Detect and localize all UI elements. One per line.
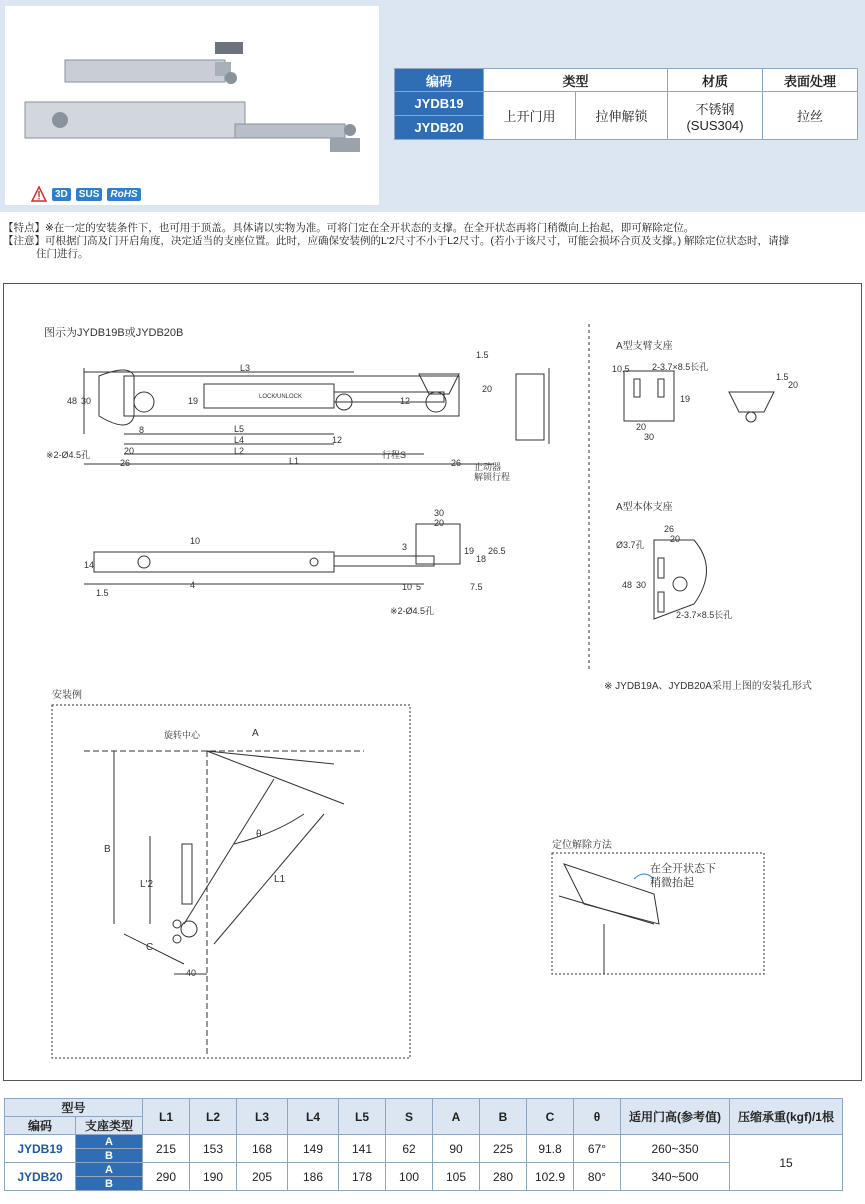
spec-finish: 拉丝 (763, 92, 858, 140)
dim-row2-seat-a: A (76, 1163, 143, 1177)
dim-row1-l4: 149 (288, 1135, 339, 1163)
dim-row2-l3: 205 (237, 1163, 288, 1191)
dim-19: 19 (188, 396, 199, 406)
ex-l1: L1 (274, 874, 286, 885)
dim-20: 20 (124, 446, 135, 456)
dim-h-l2: L2 (190, 1099, 237, 1135)
a-body-title: A型本体支座 (616, 502, 673, 513)
side-dim-18: 18 (476, 554, 487, 564)
dim-row1-l3: 168 (237, 1135, 288, 1163)
dim-26: 26 (120, 458, 131, 468)
dimension-table (4, 1098, 843, 1191)
spec-code-2: JYDB20 (395, 116, 484, 140)
drawing-frame (3, 283, 862, 1081)
gas-strut-photo (5, 6, 379, 205)
dim-row1-s: 62 (386, 1135, 433, 1163)
side-dim-265: 26.5 (488, 546, 506, 556)
spec-type-1: 上开门用 (484, 92, 576, 140)
dim-row2-theta: 80° (574, 1163, 621, 1191)
side-dim-14: 14 (84, 560, 95, 570)
dim-h-l4: L4 (288, 1099, 339, 1135)
a-arm-title: A型支臂支座 (616, 341, 673, 352)
dim-l5: L5 (234, 424, 245, 434)
a-arm-15: 1.5 (776, 372, 789, 382)
warning-triangle-icon (31, 186, 47, 202)
product-photo (5, 6, 379, 205)
dim-row2-l5: 178 (339, 1163, 386, 1191)
a-body-slot: 2-3.7×8.5长孔 (676, 610, 733, 620)
install-title: 安装例 (52, 690, 82, 701)
dim-row1-l1: 215 (143, 1135, 190, 1163)
dim-h-load: 压缩承重(kgf)/1根 (730, 1099, 843, 1135)
dim-row2-code: JYDB20 (5, 1163, 76, 1191)
dim-row1-c: 91.8 (527, 1135, 574, 1163)
a-arm-20: 20 (636, 422, 647, 432)
dim-h-l5: L5 (339, 1099, 386, 1135)
actuator-label: 止动器 (474, 462, 502, 472)
ex-theta: θ (256, 829, 262, 840)
dim-h-code: 编码 (5, 1117, 76, 1135)
caption-main: 图示为JYDB19B或JYDB20B (44, 327, 184, 339)
a-body-20: 20 (670, 534, 681, 544)
stroke-label: 行程S (382, 450, 407, 460)
ex-40: 40 (186, 968, 197, 978)
a-arm-20r: 20 (788, 380, 799, 390)
dim-row2-s: 100 (386, 1163, 433, 1191)
dim-h-b: B (480, 1099, 527, 1135)
dim-row2-l2: 190 (190, 1163, 237, 1191)
spec-material (668, 92, 763, 140)
dim-l4: L4 (234, 435, 245, 445)
spec-col-type: 类型 (484, 69, 668, 92)
side-dim-10b: 10 (402, 582, 413, 592)
dim-row1-l2: 153 (190, 1135, 237, 1163)
dim-row2-l1: 290 (143, 1163, 190, 1191)
dim-h-l1: L1 (143, 1099, 190, 1135)
side-hole-note: ※2-Ø4.5孔 (390, 606, 435, 616)
dim-row2-b: 280 (480, 1163, 527, 1191)
dim-row2-seat-b: B (76, 1177, 143, 1191)
release-line2: 稍微抬起 (650, 877, 694, 889)
dim-row1-l5: 141 (339, 1135, 386, 1163)
a-body-26: 26 (664, 524, 675, 534)
note-feature: 【特点】※在一定的安装条件下，也可用于顶盖。具体请以实物为准。可将门定在全开状态的支撑。在全开状态再将门稍微向上抬起，即可解除定位。 (3, 222, 695, 234)
side-dim-5: 5 (416, 582, 422, 592)
dim-row1-code: JYDB19 (5, 1135, 76, 1163)
dim-h-seat: 支座类型 (76, 1117, 143, 1135)
dim-l3: L3 (240, 363, 251, 373)
side-dim-3: 3 (402, 542, 408, 552)
dim-h-l3: L3 (237, 1099, 288, 1135)
spec-material-line2: (SUS304) (686, 117, 744, 133)
dim-8: 8 (139, 425, 145, 435)
dim-12b: 12 (332, 435, 343, 445)
dim-load: 15 (730, 1135, 843, 1191)
a-body-hole: Ø3.7孔 (616, 540, 645, 550)
ex-a: A (252, 728, 259, 739)
a-arm-slot: 2-3.7×8.5长孔 (652, 362, 709, 372)
side-dim-30: 30 (434, 508, 445, 518)
dim-row2-l4: 186 (288, 1163, 339, 1191)
dim-12: 12 (400, 396, 411, 406)
rotation-center: 旋转中心 (164, 730, 201, 740)
dim-l1: L1 (289, 456, 300, 466)
dim-row1-door: 260~350 (621, 1135, 730, 1163)
dim-l2: L2 (234, 446, 245, 456)
a-body-30: 30 (636, 580, 647, 590)
side-dim-4: 4 (190, 580, 196, 590)
unlock-stroke-label: 解锁行程 (474, 472, 511, 482)
dim-30: 30 (81, 396, 92, 406)
side-dim-15: 1.5 (96, 588, 109, 598)
dim-26b: 26 (451, 458, 462, 468)
lock-text: LOCK/UNLOCK (259, 394, 303, 400)
release-line1: 在全开状态下 (650, 863, 716, 875)
a-type-note: ※ JYDB19A、JYDB20A采用上图的安装孔形式 (604, 681, 812, 692)
a-arm-19: 19 (680, 394, 691, 404)
dim-row1-theta: 67° (574, 1135, 621, 1163)
dim-row1-b: 225 (480, 1135, 527, 1163)
hole-note: ※2-Ø4.5孔 (46, 450, 91, 460)
side-dim-19: 19 (464, 546, 475, 556)
a-arm-105: 10.5 (612, 364, 630, 374)
ex-b: B (104, 844, 111, 855)
a-arm-30: 30 (644, 432, 655, 442)
spec-type-2: 拉伸解锁 (576, 92, 668, 140)
badge-3d: 3D (52, 188, 71, 201)
note-caution-2: 住门进行。 (36, 248, 89, 260)
a-body-48: 48 (622, 580, 633, 590)
badge-rohs: RoHS (107, 188, 140, 201)
spec-col-code: 编码 (395, 69, 484, 92)
release-title: 定位解除方法 (552, 840, 612, 851)
spec-table (394, 68, 858, 140)
dim-row1-seat-a: A (76, 1135, 143, 1149)
dim-row2-c: 102.9 (527, 1163, 574, 1191)
dim-h-theta: θ (574, 1099, 621, 1135)
note-caution-1: 【注意】可根据门高及门开启角度，决定适当的支座位置。此时，应确保安装例的L'2尺寸不小于L2尺寸。(若小于该尺寸，可能会损坏合页及支撑。) 解除定位状态时，请撑 (3, 235, 790, 247)
badge-sus: SUS (76, 188, 103, 201)
dim-20r: 20 (482, 384, 493, 394)
side-dim-20: 20 (434, 518, 445, 528)
dim-h-door: 适用门高(参考值) (621, 1099, 730, 1135)
dim-row1-a: 90 (433, 1135, 480, 1163)
dim-row1-seat-b: B (76, 1149, 143, 1163)
spec-col-material: 材质 (668, 69, 763, 92)
spec-code-1: JYDB19 (395, 92, 484, 116)
side-dim-75: 7.5 (470, 582, 483, 592)
ex-l2: L'2 (140, 879, 154, 890)
dim-h-a: A (433, 1099, 480, 1135)
dim-h-c: C (527, 1099, 574, 1135)
side-dim-10: 10 (190, 536, 201, 546)
spec-col-finish: 表面处理 (763, 69, 858, 92)
dim-h-s: S (386, 1099, 433, 1135)
spec-material-line1: 不锈钢 (695, 101, 735, 117)
dim-48: 48 (67, 396, 78, 406)
dim-row2-a: 105 (433, 1163, 480, 1191)
dim-15: 1.5 (476, 350, 489, 360)
dim-row2-door: 340~500 (621, 1163, 730, 1191)
ex-c: C (146, 942, 154, 953)
dim-h-model: 型号 (5, 1099, 143, 1117)
